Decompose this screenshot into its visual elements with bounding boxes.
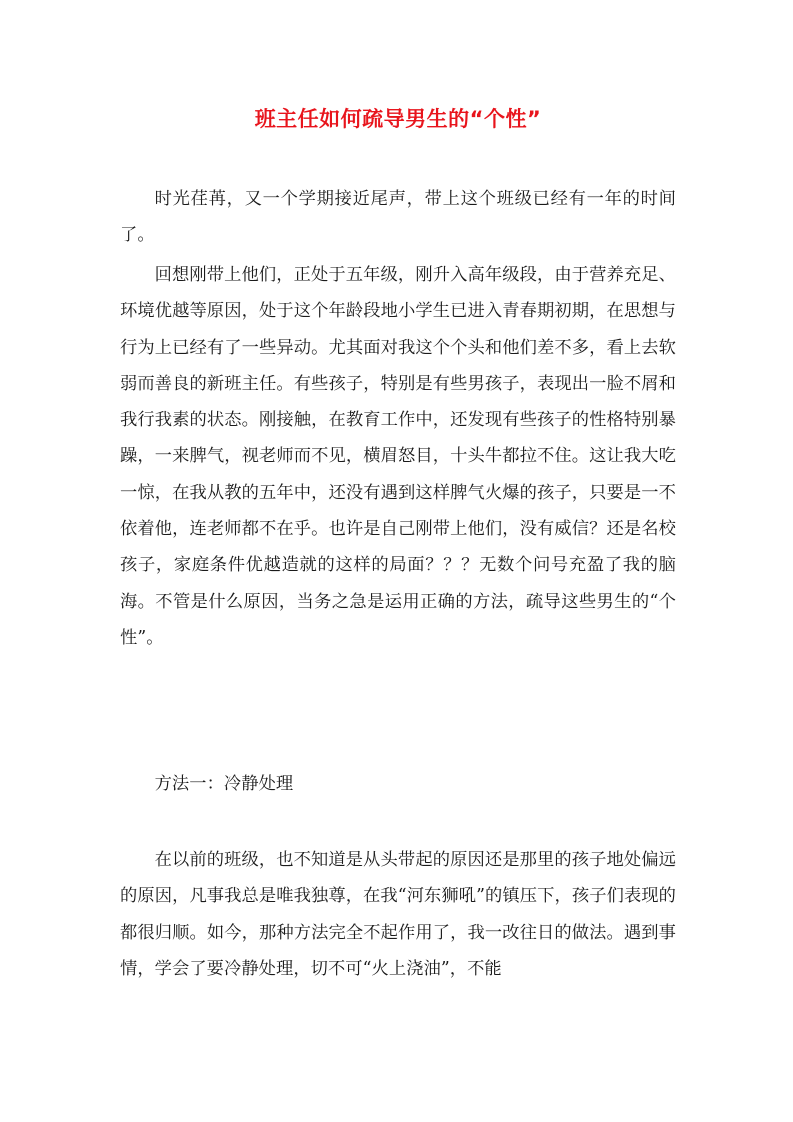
paragraph-method-one: 在以前的班级，也不知道是从头带起的原因还是那里的孩子地处偏远的原因，凡事我总是唯我独尊，在我“河东狮吼”的镇压下，孩子们表现的都很归顺。如今，那种方法完全不起作用了，我一改往日的做法。遇到事情，学会了要冷静处理，切不可“火上浇油”，不能 xyxy=(120,850,676,979)
paragraph-recollection: 回想刚带上他们，正处于五年级，刚升入高年级段，由于营养充足、环境优越等原因，处于这个年龄段地小学生已进入青春期初期，在思想与行为上已经有了一些异动。尤其面对我这个个头和他们差不多，看上去软弱而善良的新班主任。有些孩子，特别是有些男孩子，表现出一脸不屑和我行我素的状态。刚接触，在教育工作中，还发现有些孩子的性格特别暴躁，一来脾气，视老师而不见，横眉怒目，十头牛都拉不住。这让我大吃一惊，在我从教的五年中，还没有遇到这样脾气火爆的孩子，只要是一不依着他，连老师都不在乎。也许是自己刚带上他们，没有威信？还是名校孩子，家庭条件优越造就的这样的局面？？？无数个问号充盈了我的脑海。不管是什么原因，当务之急是运用正确的方法，疏导这些男生的“个性”。 xyxy=(120,265,676,648)
document-title: 班主任如何疏导男生的“个性” xyxy=(254,107,542,131)
paragraph-intro: 时光荏苒，又一个学期接近尾声，带上这个班级已经有一年的时间了。 xyxy=(120,189,676,246)
section-heading-method-one: 方法一：冷静处理 xyxy=(154,774,294,794)
